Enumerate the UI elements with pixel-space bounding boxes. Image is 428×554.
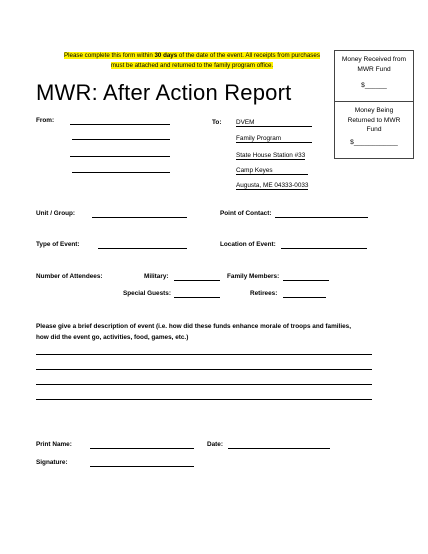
money-returned-value[interactable]: $____________ [350, 138, 398, 146]
retirees-label: Retirees: [250, 290, 278, 297]
to-line-camp-keyes [236, 167, 308, 175]
money-received-label: Money Received from MWR Fund [341, 56, 407, 73]
from-line-1[interactable] [70, 124, 170, 125]
date-line[interactable] [228, 448, 330, 449]
from-label: From: [36, 117, 55, 124]
date-label: Date: [207, 441, 223, 448]
money-box [334, 50, 414, 159]
page-title: MWR: After Action Report [36, 80, 292, 105]
description-line-2[interactable] [36, 369, 372, 370]
location-of-event-label: Location of Event: [220, 241, 276, 248]
family-members-label: Family Members: [227, 273, 280, 280]
description-line-4[interactable] [36, 399, 372, 400]
instructions-notice [58, 51, 326, 71]
military-line[interactable] [174, 280, 220, 281]
signature-line[interactable] [90, 466, 194, 467]
unit-group-line[interactable] [92, 217, 187, 218]
print-name-line[interactable] [90, 448, 194, 449]
to-line-address [236, 182, 308, 189]
notice-text-2: of the date of the event. All receipts from purchases must be attached and returned to the family program office. [110, 52, 320, 69]
print-name-label: Print Name: [36, 441, 72, 448]
to-line-camp-keyes-text: Camp Keyes [236, 167, 308, 175]
money-returned-label: Money Being Returned to MWR Fund [347, 107, 401, 133]
special-guests-line[interactable] [174, 297, 220, 298]
unit-group-label: Unit / Group: [36, 210, 76, 217]
from-line-2[interactable] [72, 139, 170, 140]
number-of-attendees-label: Number of Attendees: [36, 273, 103, 280]
money-returned-cell [335, 102, 413, 158]
special-guests-label: Special Guests: [123, 290, 171, 297]
to-line-state-house [236, 152, 305, 159]
to-line-address-text: Augusta, ME 04333-0033 [236, 182, 309, 189]
from-line-3[interactable] [70, 156, 170, 157]
from-line-4[interactable] [72, 172, 170, 173]
to-line-family-program-text: Family Program [236, 135, 312, 143]
description-prompt: Please give a brief description of event (i.e. how did these funds enhance morale of troops and families, how did the event go, activities, food, games, etc.) [36, 323, 351, 341]
to-line-dvem-text: DVEM [236, 119, 312, 127]
point-of-contact-label: Point of Contact: [220, 210, 272, 217]
money-received-value[interactable]: $______ [361, 82, 387, 89]
to-label: To: [212, 119, 222, 126]
type-of-event-label: Type of Event: [36, 241, 80, 248]
family-members-line[interactable] [283, 280, 329, 281]
military-label: Military: [144, 273, 169, 280]
to-line-dvem [236, 119, 312, 127]
to-line-state-house-text: State House Station #33 [236, 152, 306, 159]
retirees-line[interactable] [283, 297, 326, 298]
to-line-family-program [236, 135, 312, 143]
description-line-1[interactable] [36, 354, 372, 355]
signature-label: Signature: [36, 459, 68, 466]
location-of-event-line[interactable] [281, 248, 367, 249]
type-of-event-line[interactable] [98, 248, 187, 249]
point-of-contact-line[interactable] [275, 217, 368, 218]
notice-text-1: Please complete this form within [64, 52, 155, 59]
notice-bold-days: 30 days [154, 52, 178, 59]
money-received-cell [335, 51, 413, 102]
description-line-3[interactable] [36, 384, 372, 385]
